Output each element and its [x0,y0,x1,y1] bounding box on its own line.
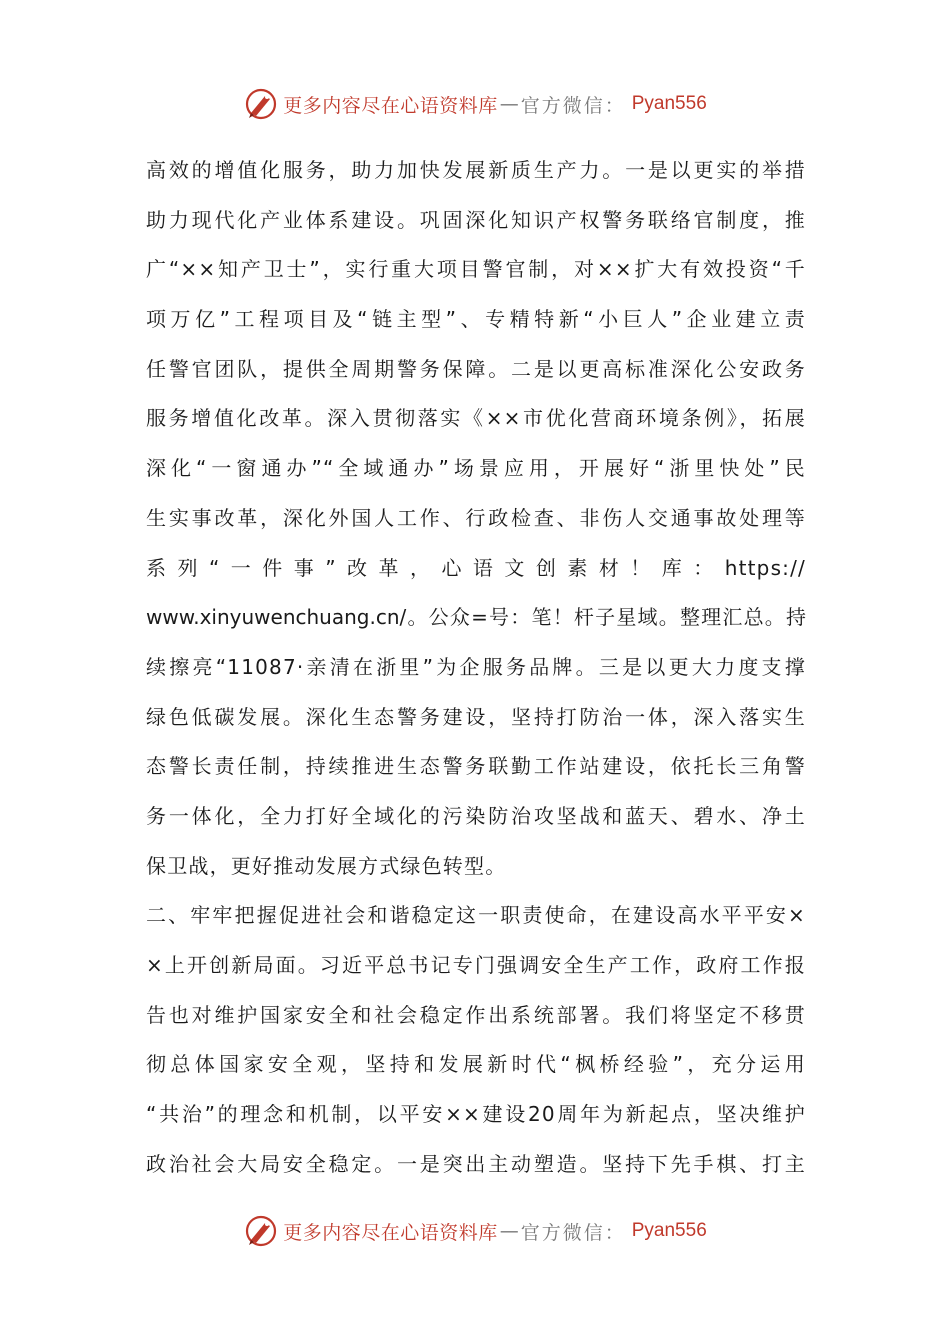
document-body [146,146,806,1189]
pen-logo-icon [243,86,279,122]
footer-banner [0,1211,950,1251]
header-banner [0,84,950,124]
text-line: 助力现代化产业体系建设。巩固深化知识产权警务联络官制度，推 [146,207,806,232]
text-line: 告也对维护国家安全和社会稳定作出系统部署。我们将坚定不移贯 [146,1002,806,1027]
banner-wechat-id: Pyan556 [631,93,707,114]
text-line: ×上开创新局面。习近平总书记专门强调安全生产工作，政府工作报 [146,953,806,977]
banner-title: 更多内容尽在心语资料库 [283,94,498,117]
text-line: 彻总体国家安全观，坚持和发展新时代“枫桥经验”，充分运用 [146,1052,806,1077]
text-line: 系列“一件事”改革，心语文创素材！库：https:// [146,555,806,580]
text-line: 态警长责任制，持续推进生态警务联勤工作站建设，依托长三角警 [146,754,806,779]
text-line: “共治”的理念和机制，以平安××建设20周年为新起点，坚决维护 [146,1102,806,1127]
pen-logo-icon [243,1213,279,1249]
text-line: 务一体化，全力打好全域化的污染防治攻坚战和蓝天、碧水、净土 [146,803,806,828]
text-line: 服务增值化改革。深入贯彻落实《××市优化营商环境条例》，拓展 [146,406,806,431]
text-line: 广“××知产卫士”，实行重大项目警官制，对××扩大有效投资“千 [146,257,806,282]
banner-wechat-id: Pyan556 [631,1220,707,1241]
text-line: www.xinyuwenchuang.cn/。公众=号：笔！杆子星域。整理汇总。持 [146,605,806,630]
banner-dash: — [499,1220,519,1242]
text-line: 高效的增值化服务，助力加快发展新质生产力。一是以更实的举措 [146,158,806,182]
text-line: 政治社会大局安全稳定。一是突出主动塑造。坚持下先手棋、打主 [146,1151,806,1176]
text-line: 续擦亮“11087·亲清在浙里”为企服务品牌。三是以更大力度支撑 [146,654,806,679]
text-line: 项万亿”工程项目及“链主型”、专精特新“小巨人”企业建立责 [146,307,806,332]
text-line: 绿色低碳发展。深化生态警务建设，坚持打防治一体，深入落实生 [146,704,806,729]
text-line: 生实事改革，深化外国人工作、行政检查、非伤人交通事故处理等 [146,505,806,530]
banner-subtitle: 官方微信： [520,94,626,117]
text-line: 二、牢牢把握促进社会和谐稳定这一职责使命，在建设高水平平安× [146,903,806,928]
text-line: 任警官团队，提供全周期警务保障。二是以更高标准深化公安政务 [146,356,806,381]
banner-subtitle: 官方微信： [520,1221,626,1244]
text-line: 深化“一窗通办”“全域通办”场景应用，开展好“浙里快处”民 [146,456,806,481]
banner-dash: — [499,93,519,115]
banner-title: 更多内容尽在心语资料库 [283,1221,498,1244]
text-line: 保卫战，更好推动发展方式绿色转型。 [146,853,507,878]
